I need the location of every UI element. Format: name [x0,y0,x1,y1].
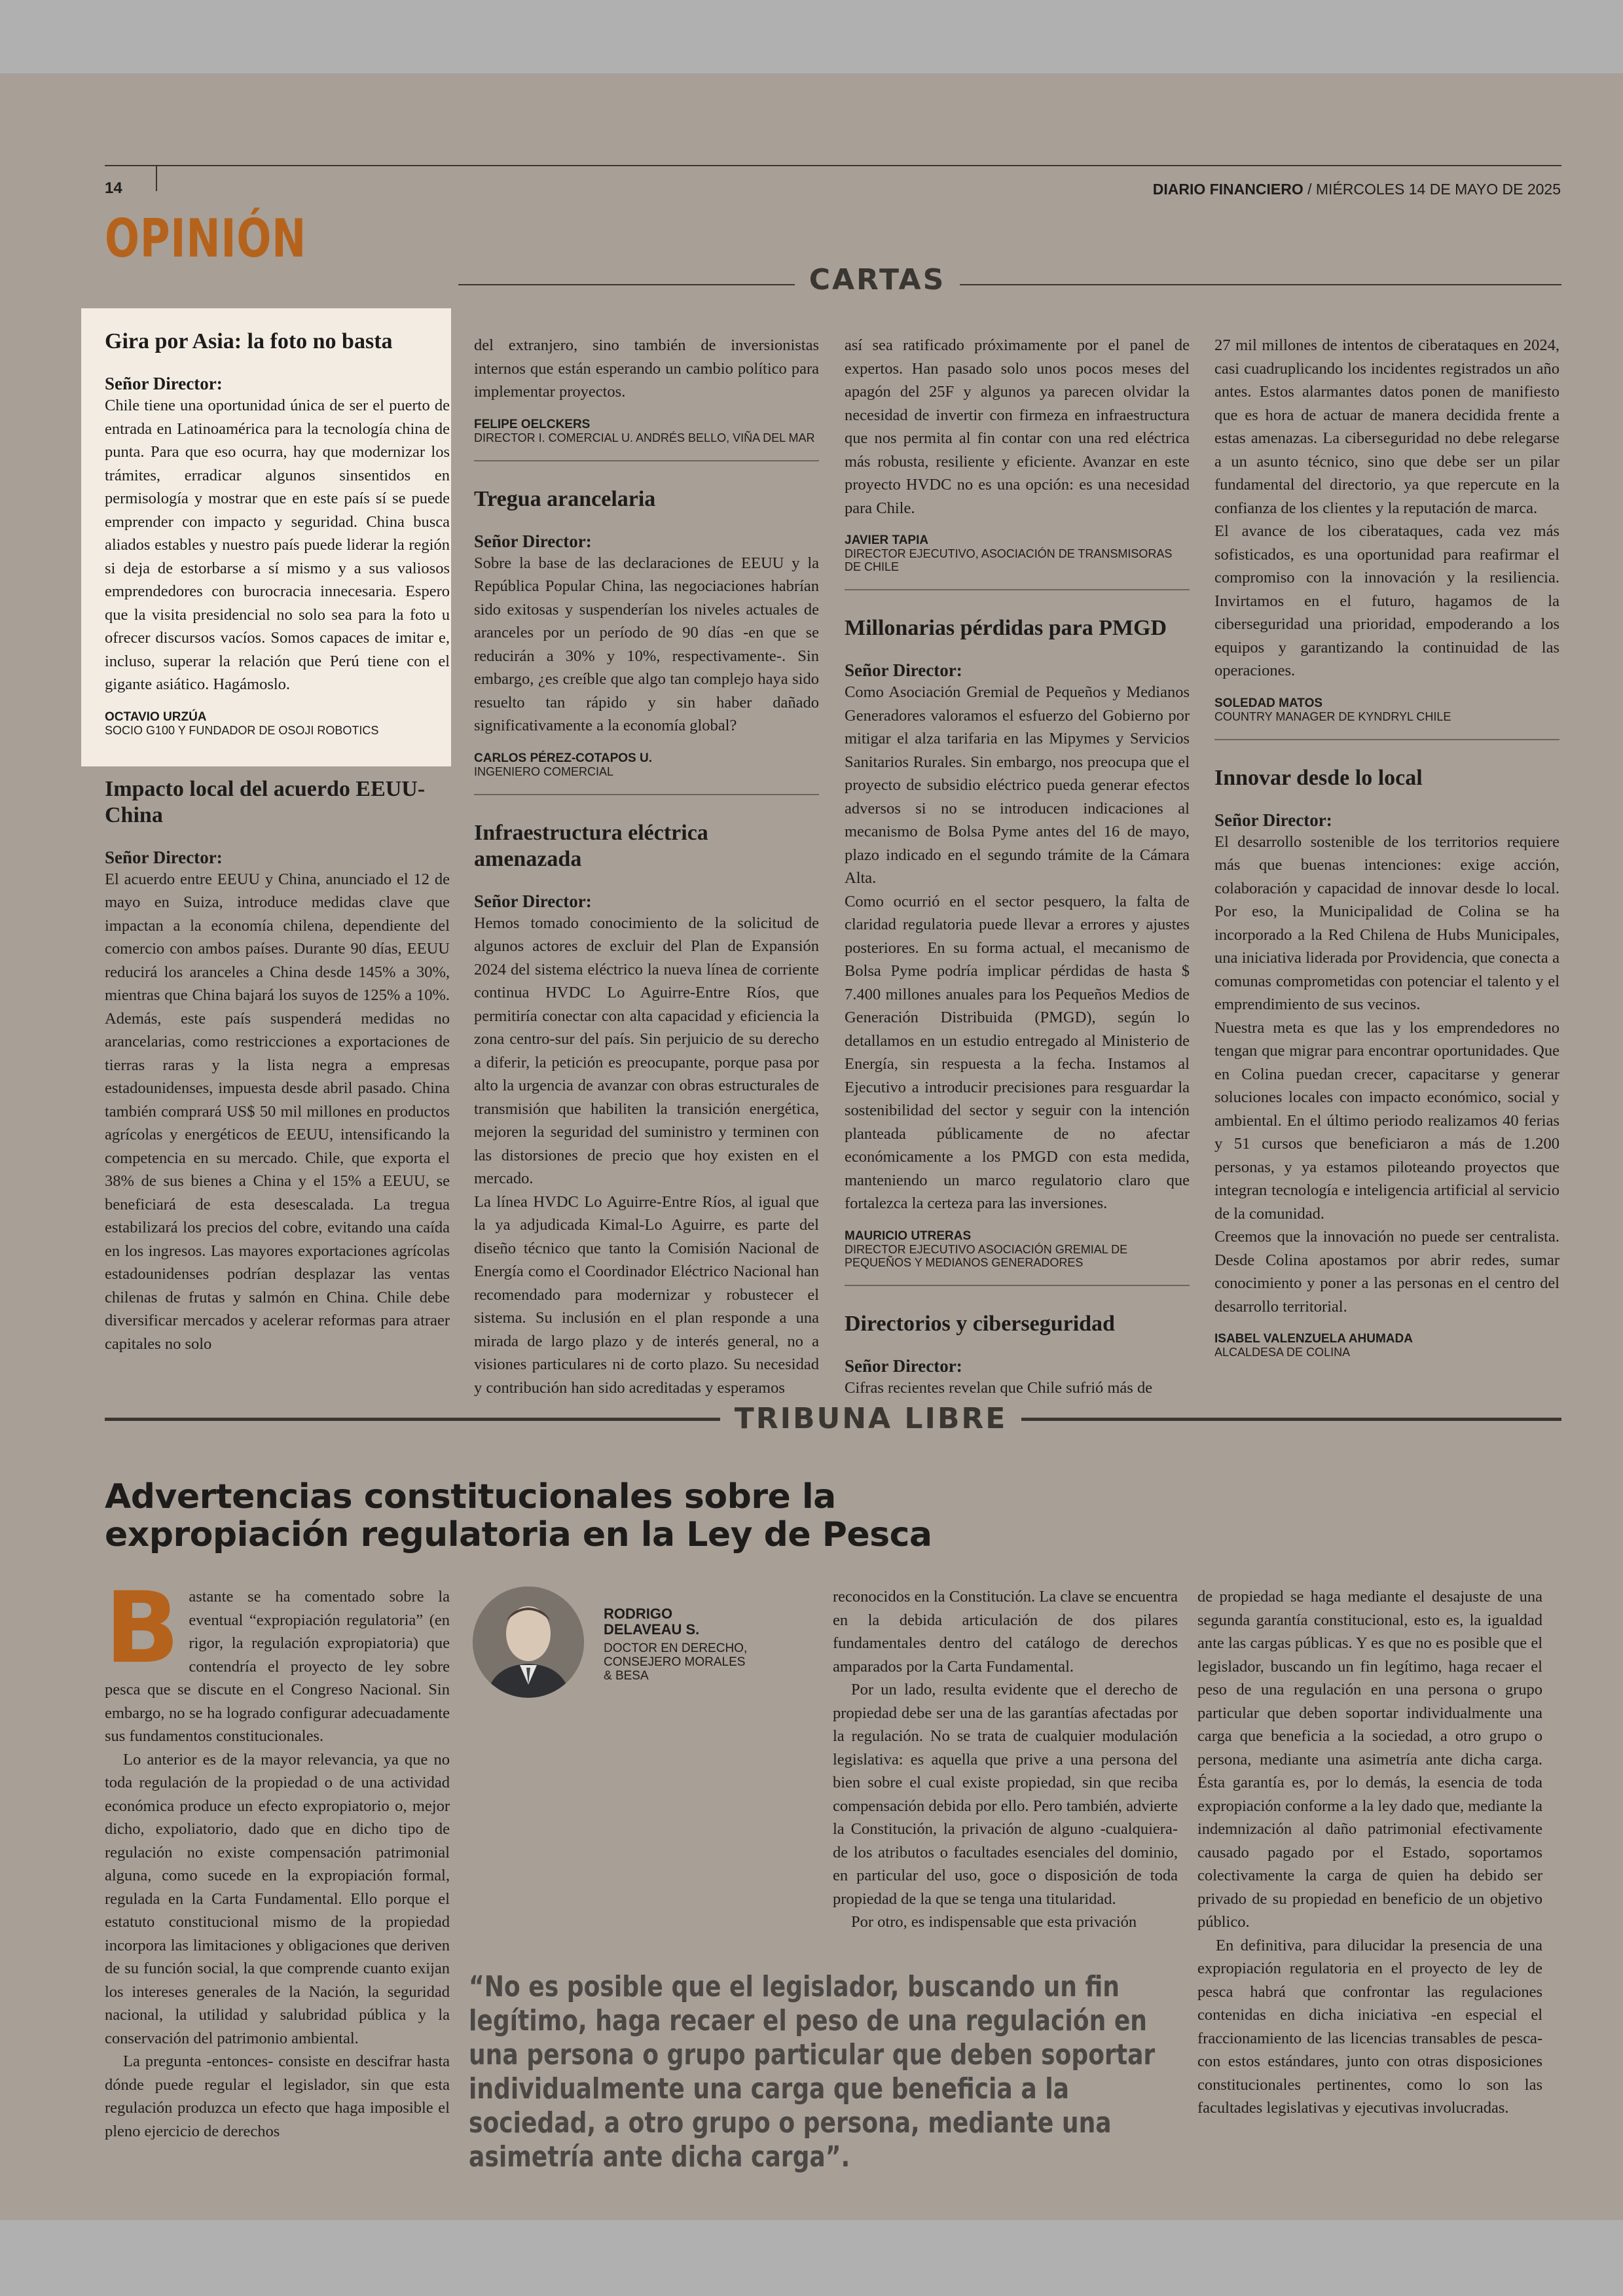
letter-author: JAVIER TAPIA [845,533,929,547]
letter-salutation: Señor Director: [105,847,223,867]
letter-author: CARLOS PÉREZ-COTAPOS U. [474,751,652,765]
op-ed-column-3 [833,1585,1178,1934]
letter-title: Millonarias pérdidas para PMGD [845,616,1167,640]
letter-paragraph: Cifras recientes revelan que Chile sufrió más de [845,1378,1153,1397]
tribuna-label: TRIBUNA LIBRE [720,1402,1022,1435]
letter-paragraph: Nuestra meta es que las y los emprendedores no tengan que migrar para encontrar oportunidades. Que en Colina puedan crecer, capacitarse y generar soluciones locales con impacto económico, social y ambiental. En el último periodo realizamos 40 ferias y 51 cursos que beneficiaron a más de 1.200 personas, y ya estamos piloteando proyectos que integran tecnología e inteligencia artificial al servicio de la comunidad. [1214,1018,1559,1223]
op-ed-paragraph: Lo anterior es de la mayor relevancia, ya que no toda regulación de la propiedad o de una actividad económica produce un efecto expropiatorio o, mejor dicho, expoliatorio, dado que en dicho tipo de regulación no existe compensación patrimonial alguna, como sucede en la expropiación formal, regulada en la Carta Fundamental. Ello porque el estatuto constitucional mismo de la propiedad incorpora las limitaciones y obligaciones que deriven de su función social, la que comprende cuanto exijan los intereses generales de la Nación, la seguridad nacional, la utilidad y salubridad pública y la conservación del patrimonio ambiental. [105,1750,450,2047]
letter-title: Tregua arancelaria [474,486,656,511]
letter-body [845,681,1190,1215]
letter-title: Impacto local del acuerdo EEUU-China [105,776,426,827]
letter-body [105,394,450,696]
letter-body [845,334,1190,520]
letters-column-2 [474,334,819,1399]
letters-column-4 [1214,334,1559,1359]
op-ed-paragraph [105,1571,450,1748]
letter-body [105,868,450,1356]
letter-title: Gira por Asia: la foto no basta [105,329,393,353]
op-ed-title-line: expropiación regulatoria en la Ley de Pesca [105,1515,932,1554]
letters-column-3 [845,334,1190,1399]
letter-paragraph: Sobre la base de las declaraciones de EEUU y la República Popular China, las negociaciones habrían sido exitosas y suspenderían los niveles actuales de aranceles por un período de 90 días -en que se reducirán a 30% y 10%, respectivamente-. Sin embargo, ¿es creíble que algo tan complejo haya sido resuelto tan rápido y sin haber dañado significativamente a la economía global? [474,554,819,734]
author-role: & BESA [604,1669,649,1683]
letter-paragraph: Chile tiene una oportunidad única de ser el puerto de entrada en Latinoamérica para la tecnología china de punta. Para que eso ocurra, hay que modernizar los trámites, erradicar algunos sinsentidos en permisología y mostrar que en este país sí se puede emprender con impacto y seguridad. China busca aliados estables y nuestro país puede liderar la región si deja de estorbarse a sí mismo y a sus valiosos emprendedores con burocracia innecesaria. Espero que la visita presidencial no solo sea para la foto u ofrecer discursos vacíos. Somos capaces de imitar e, incluso, superar la relación que Perú tiene con el gigante asiático. Hagámoslo. [105,397,450,693]
author-role: DOCTOR EN DERECHO, [604,1641,748,1655]
letter-body [474,334,819,404]
letter-author-role: SOCIO G100 Y FUNDADOR DE OSOJI ROBOTICS [105,723,379,737]
newspaper-page [0,73,1623,2220]
section-title: OPINIÓN [105,208,307,269]
issue-date: / MIÉRCOLES 14 DE MAYO DE 2025 [1307,181,1561,198]
letter-salutation: Señor Director: [845,1355,962,1376]
letter-title: Innovar desde lo local [1214,765,1423,790]
letter-title: Infraestructura eléctrica amenazada [474,820,708,871]
letter-divider [845,1285,1190,1286]
letter-title: Directorios y ciberseguridad [845,1311,1115,1336]
letter-author-role: COUNTRY MANAGER DE KYNDRYL CHILE [1214,709,1451,723]
letter-author: FELIPE OELCKERS [474,417,591,431]
letter-paragraph: del extranjero, sino también de inversionistas internos que están esperando un cambio político para implementar proyectos. [474,336,819,401]
author-portrait-icon [473,1587,584,1698]
letter-divider [474,460,819,461]
letter-body [1214,831,1559,1319]
letter-author: OCTAVIO URZÚA [105,709,207,724]
letter-paragraph: Como Asociación Gremial de Pequeños y Medianos Generadores valoramos el esfuerzo del Gobierno por mitigar el alza tarifaria en las Mipymes y Servicios Sanitarios Rurales. Sin embargo, nos preocupa que el proyecto de subsidio eléctrico pueda generar efectos adversos si no se introducen indicaciones al mecanismo de Bolsa Pyme antes del 16 de mayo, plazo indicado en el segundo trámite de la Cámara Alta. [845,683,1190,887]
cartas-band [720,263,1034,296]
drop-cap: B [105,1571,180,1685]
masthead [972,181,1561,198]
letter-paragraph: 27 mil millones de intentos de ciberataques en 2024, casi cuadruplicando los incidentes registrados un año antes. Estos alarmantes datos ponen de manifiesto que es hora de actuar de manera decidida frente a estas amenazas. La ciberseguridad no debe relegarse a un asunto técnico, sino que debe ser un pilar fundamental del directorio, ya que repercute en la confianza de los clientes y la reputación de marca. [1214,336,1559,517]
letter-salutation: Señor Director: [105,374,223,393]
letters-column-1 [105,329,450,1355]
op-ed-title [105,1478,1218,1554]
letter-salutation: Señor Director: [1214,810,1332,830]
author-info [604,1606,774,1683]
letter-author-role: INGENIERO COMERCIAL [474,764,614,778]
cartas-label: CARTAS [795,263,960,296]
letter-body [474,552,819,738]
letter-paragraph: Como ocurrió en el sector pesquero, la falta de claridad regulatoria puede llevar a errores y ajustes posteriores. En su forma actual, el mecanismo de Bolsa Pyme podría implicar pérdidas de hasta $ 7.400 millones anuales para los Pequeños Medios de Generación Distribuida (PMGD), según lo detallamos en un estudio entregado al Ministerio de Energía, sin respuesta a la fecha. Instamos al Ejecutivo a introducir precisiones para resguardar la sostenibilidad del sector y seguir con la intención planteada públicamente de no afectar económicamente a los PMGD con esta medida, manteniendo un marco regulatorio claro que fortalezca la certeza para las inversiones. [845,892,1190,1212]
paper-name: DIARIO FINANCIERO [1152,181,1304,198]
letter-salutation: Señor Director: [474,531,592,551]
op-ed-paragraph: Por otro, es indispensable que esta privación [851,1913,1137,1931]
letter-author-role: DIRECTOR EJECUTIVO, ASOCIACIÓN DE TRANSMISORAS DE CHILE [845,547,1173,573]
letter-author-role: DIRECTOR I. COMERCIAL U. ANDRÉS BELLO, VIÑA DEL MAR [474,431,815,444]
letter-paragraph: La línea HVDC Lo Aguirre-Entre Ríos, al igual que la ya adjudicada Kimal-Lo Aguirre, es parte del diseño técnico que tanto la Comisión Nacional de Energía como el Coordinador Eléctrico Nacional han recomendado para modernizar y robustecer el sistema. Su inclusión en el plan responde a una mirada de largo plazo y de interés general, no a visiones particulares ni de corto plazo. Su necesidad y contribución han sido acreditadas y esperamos [474,1193,819,1397]
letter-paragraph: así sea ratificado próximamente por el panel de expertos. Han pasado solo unos pocos meses del apagón del 25F y algunos ya parecen olvidar la necesidad de invertir con firmeza en infraestructura que nos permita al fin contar con una red eléctrica más robusta, resiliente y eficiente. Avanzar en este proyecto HVDC no es una opción: es una necesidad para Chile. [845,336,1190,517]
op-ed-column-1 [105,1571,450,2143]
letter-salutation: Señor Director: [845,660,962,680]
letter-paragraph: El desarrollo sostenible de los territorios requiere más que buenas intenciones: exige acción, colaboración y capacidad de innovar desde lo local. Por eso, la Municipalidad de Colina se ha incorporado a la Red Chilena de Hubs Municipales, una iniciativa liderada por Providencia, que conecta a comunas comprometidas con potenciar el talento y el emprendimiento de sus vecinos. [1214,833,1559,1013]
op-ed-text: astante se ha comentado sobre la eventual “expropiación regulatoria” (en rigor, la regulación expropiatoria) que contendría el proyecto de ley sobre pesca que se discute en el Congreso Nacional. Sin embargo, no se ha logrado configurar adecuadamente sus fundamentos constitucionales. [105,1588,450,1745]
letter-author: ISABEL VALENZUELA AHUMADA [1214,1332,1413,1346]
letter-salutation: Señor Director: [474,891,592,911]
letter-author-role: DIRECTOR EJECUTIVO ASOCIACIÓN GREMIAL DE PEQUEÑOS Y MEDIANOS GENERADORES [845,1242,1128,1269]
page-number: 14 [105,179,122,197]
author-role: CONSEJERO MORALES [604,1655,746,1669]
letter-paragraph: El avance de los ciberataques, cada vez más sofisticados, es una oportunidad para reafirmar el compromiso con la innovación y la resiliencia. Invirtamos en el futuro, hagamos de la ciberseguridad una prioridad, empoderando a los equipos y garantizando la continuidad de las operaciones. [1214,522,1559,679]
header-rule [105,165,1561,166]
op-ed-column-4 [1197,1585,1542,2120]
letter-paragraph: El acuerdo entre EEUU y China, anunciado el 12 de mayo en Suiza, introduce medidas clave que impactan a la economía chilena, dependiente del comercio con ambos países. Durante 90 días, EEUU reducirá los aranceles a China desde 145% a 30%, mientras que China bajará los suyos de 125% a 10%. Además, este país suspenderá medidas no arancelarias, como restricciones a exportaciones de tierras raras y la lista negra a empresas estadounidenses, impuesta desde abril pasado. China también comprará US$ 50 mil millones en productos agrícolas y energéticos de EEUU, intensificando la competencia en su mercado. Chile, que exporta el 38% de sus bienes a China y el 15% a EEUU, se beneficiará de esta desescalada. La tregua estabilizará los precios del cobre, evitando una caída en los ingresos. Las mayores exportaciones agrícolas estadounidenses podrían desplazar las ventas chilenas de frutas y salmón en China. Chile debe diversificar mercados y acelerar reformas para atraer capitales no solo [105,870,450,1353]
letter-author: SOLEDAD MATOS [1214,696,1323,710]
letter-author: MAURICIO UTRERAS [845,1229,972,1243]
op-ed-paragraph: de propiedad se haga mediante el desajuste de una segunda garantía constitucional, esto es, la igualdad ante las cargas públicas. Y es que no es posible que el legislador, buscando un fin legítimo, haga recaer el peso de una regulación en una persona o grupo particular que deben soportar individualmente una carga que beneficia a la sociedad, a otro grupo o persona, mediante una asimetría ante dicha carga. Ésta garantía es, por lo demás, la esencia de toda expropiación conforme a la ley dado que, mediante la indemnización al daño patrimonial efectivamente causado pagado por el Estado, soportamos colectivamente la carga de quien ha debido ser privado de su propiedad en beneficio de un objetivo público. [1197,1588,1542,1931]
letter-divider [474,794,819,795]
op-ed-paragraph: La pregunta -entonces- consiste en descifrar hasta dónde puede regular el legislador, sin que esta regulación produzca un efecto que haga imposible el pleno ejercicio de derechos [105,2053,450,2140]
author-name: RODRIGO [604,1605,673,1622]
letter-body [845,1376,1190,1400]
letter-divider [1214,739,1559,740]
letter-author-role: ALCALDESA DE COLINA [1214,1346,1351,1359]
tribuna-band [655,1402,1087,1435]
letter-body [1214,334,1559,683]
op-ed-paragraph: En definitiva, para dilucidar la presencia de una expropiación regulatoria en el proyecto de ley de pesca habrá que confrontar las regulaciones contenidas en dicha iniciativa -en especial el fraccionamiento de las licencias transables de pesca- con estos estándares, junto con otras disposiciones constitucionales pertinentes, como lo son las facultades legislativas y ejecutivas involucradas. [1197,1936,1542,2117]
author-name: DELAVEAU S. [604,1621,700,1638]
letter-body [474,912,819,1400]
letter-paragraph: Hemos tomado conocimiento de la solicitud de algunos actores de excluir del Plan de Expansión 2024 del sistema eléctrico la nueva línea de corriente continua HVDC Lo Aguirre-Entre Ríos, que permitiría conectar con alta capacidad y eficiencia la zona centro-sur del país. Sin perjuicio de su derecho a diferir, la petición es preocupante, porque pasa por alto la urgencia de avanzar con obras estructurales de transmisión que habiliten la transición energética, mejoren la seguridad del suministro y terminen con las distorsiones de precio que hoy existen en el mercado. [474,914,819,1187]
header-divider [156,166,157,191]
letter-paragraph: Creemos que la innovación no puede ser centralista. Desde Colina apostamos por abrir redes, sumar conocimiento y poner a las personas en el centro del desarrollo territorial. [1214,1228,1559,1316]
author-photo [473,1587,584,1698]
pull-quote: “No es posible que el legislador, buscando un fin legítimo, haga recaer el peso de una regulación en una persona o grupo particular que deben soportar individualmente una carga que beneficia a la sociedad, a otro grupo o persona, mediante una asimetría ante dicha carga”. [469,1970,1156,2174]
op-ed-title-line: Advertencias constitucionales sobre la [105,1477,836,1516]
letter-divider [845,589,1190,590]
op-ed-paragraph: reconocidos en la Constitución. La clave se encuentra en la debida articulación de dos pilares fundamentales dentro del catálogo de derechos amparados por la Carta Fundamental. [833,1588,1178,1676]
op-ed-paragraph: Por un lado, resulta evidente que el derecho de propiedad debe ser una de las garantías afectadas por la regulación. No se trata de cualquier modulación legislativa: es aquella que prive a una persona del bien sobre el cual existe propiedad, sin que reciba compensación debida por ello. Pero también, advierte la Constitución, la privación de alguno -cualquiera- de los atributos o facultades esenciales del dominio, en particular del uso, goce o disposición de toda propiedad de la que se tenga una titularidad. [833,1681,1178,1908]
